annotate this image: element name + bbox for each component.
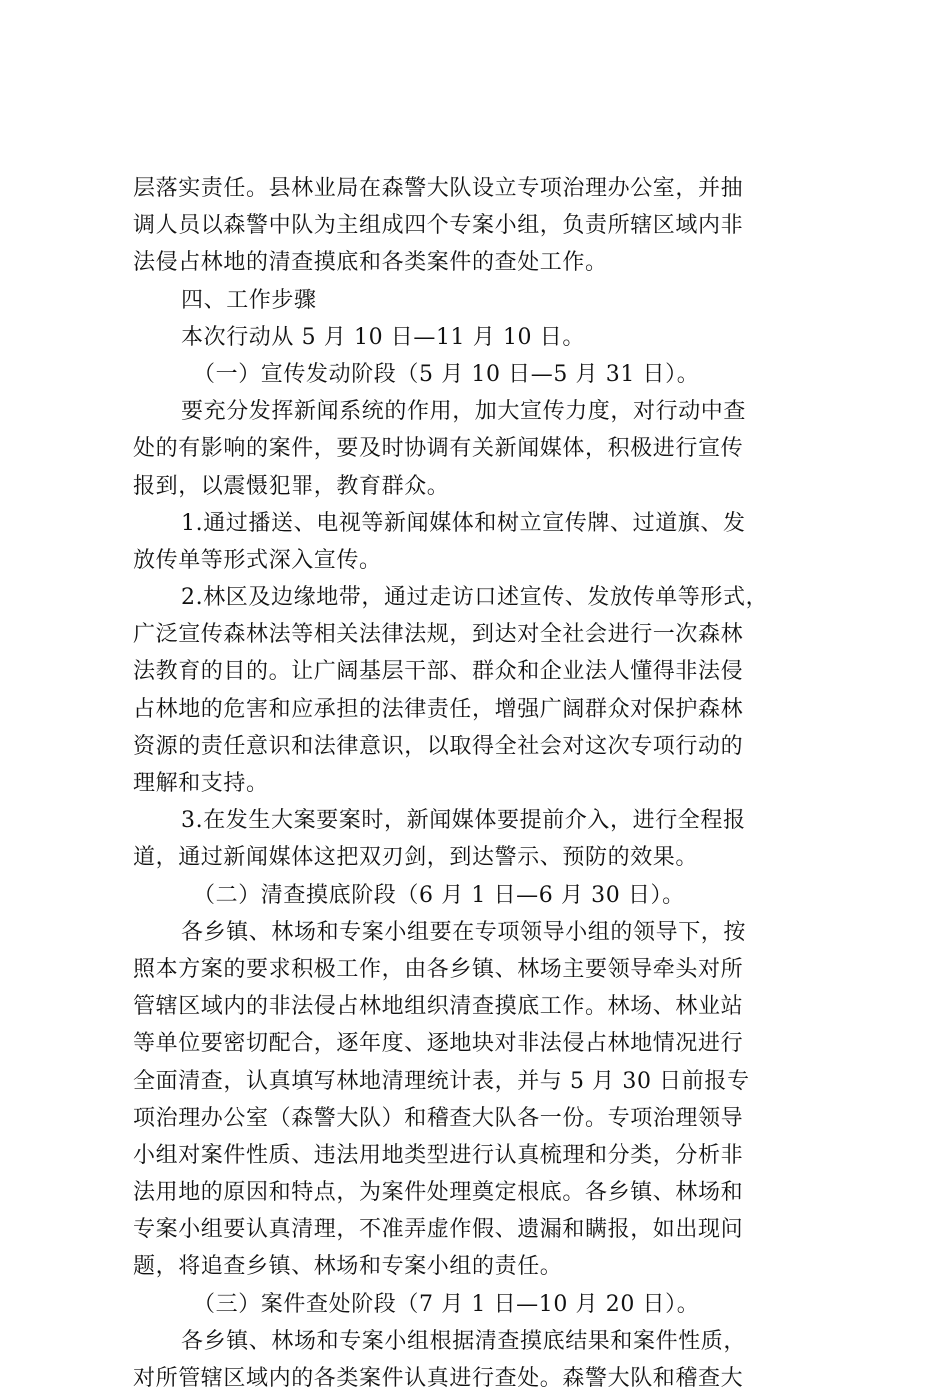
text-line: 全面清查，认真填写林地清理统计表，并与 5 月 30 日前报专 [133, 1068, 750, 1094]
text-line: 项治理办公室（森警大队）和稽查大队各一份。专项治理领导 [133, 1105, 744, 1131]
text-line: 小组对案件性质、违法用地类型进行认真梳理和分类，分析非 [133, 1142, 744, 1168]
text-line: 本次行动从 5 月 10 日—11 月 10 日。 [181, 324, 585, 350]
text-line: 法教育的目的。让广阔基层干部、群众和企业法人懂得非法侵 [133, 659, 744, 685]
text-line: 专案小组要认真清理，不准弄虚作假、遗漏和瞒报，如出现问 [133, 1217, 744, 1243]
text-line: 放传单等形式深入宣传。 [133, 547, 382, 573]
section-heading: 四、工作步骤 [181, 287, 317, 313]
text-line: 各乡镇、林场和专案小组根据清查摸底结果和案件性质， [181, 1328, 747, 1354]
text-line: 调人员以森警中队为主组成四个专案小组，负责所辖区域内非 [133, 213, 744, 239]
document-body [133, 170, 833, 1397]
text-line: 法用地的原因和特点，为案件处理奠定根底。各乡镇、林场和 [133, 1180, 744, 1206]
text-line: 广泛宣传森林法等相关法律法规，到达对全社会进行一次森林 [133, 622, 744, 648]
text-line: 道，通过新闻媒体这把双刃剑，到达警示、预防的效果。 [133, 845, 699, 871]
text-line: 理解和支持。 [133, 771, 269, 796]
text-line: 要充分发挥新闻系统的作用，加大宣传力度，对行动中查 [181, 399, 747, 425]
text-line: 处的有影响的案件，要及时协调有关新闻媒体，积极进行宣传 [133, 436, 744, 462]
subsection-heading: （二）清查摸底阶段（6 月 1 日—6 月 30 日）。 [193, 882, 685, 908]
text-line: 资源的责任意识和法律意识，以取得全社会对这次专项行动的 [133, 733, 744, 759]
subsection-heading: （三）案件查处阶段（7 月 1 日—10 月 20 日）。 [193, 1291, 700, 1317]
text-line: 层落实责任。县林业局在森警大队设立专项治理办公室，并抽 [133, 176, 744, 201]
text-line: 占林地的危害和应承担的法律责任，增强广阔群众对保护森林 [133, 696, 744, 722]
text-line: 报到，以震慑犯罪，教育群众。 [133, 473, 450, 499]
list-item: 1.通过播送、电视等新闻媒体和树立宣传牌、过道旗、发 [181, 510, 746, 536]
list-item: 2.林区及边缘地带，通过走访口述宣传、发放传单等形式， [181, 585, 769, 611]
text-line: 等单位要密切配合，逐年度、逐地块对非法侵占林地情况进行 [133, 1031, 744, 1057]
text-line: 管辖区域内的非法侵占林地组织清查摸底工作。林场、林业站 [133, 994, 744, 1020]
text-line: 照本方案的要求积极工作，由各乡镇、林场主要领导牵头对所 [133, 956, 744, 982]
text-line: 对所管辖区域内的各类案件认真进行查处。森警大队和稽查大 [133, 1366, 744, 1391]
text-line: 各乡镇、林场和专案小组要在专项领导小组的领导下，按 [181, 919, 747, 945]
text-line: 法侵占林地的清查摸底和各类案件的查处工作。 [133, 250, 608, 276]
subsection-heading: （一）宣传发动阶段（5 月 10 日—5 月 31 日）。 [193, 361, 700, 387]
text-line: 题，将追查乡镇、林场和专案小组的责任。 [133, 1254, 563, 1280]
list-item: 3.在发生大案要案时，新闻媒体要提前介入，进行全程报 [181, 808, 746, 834]
